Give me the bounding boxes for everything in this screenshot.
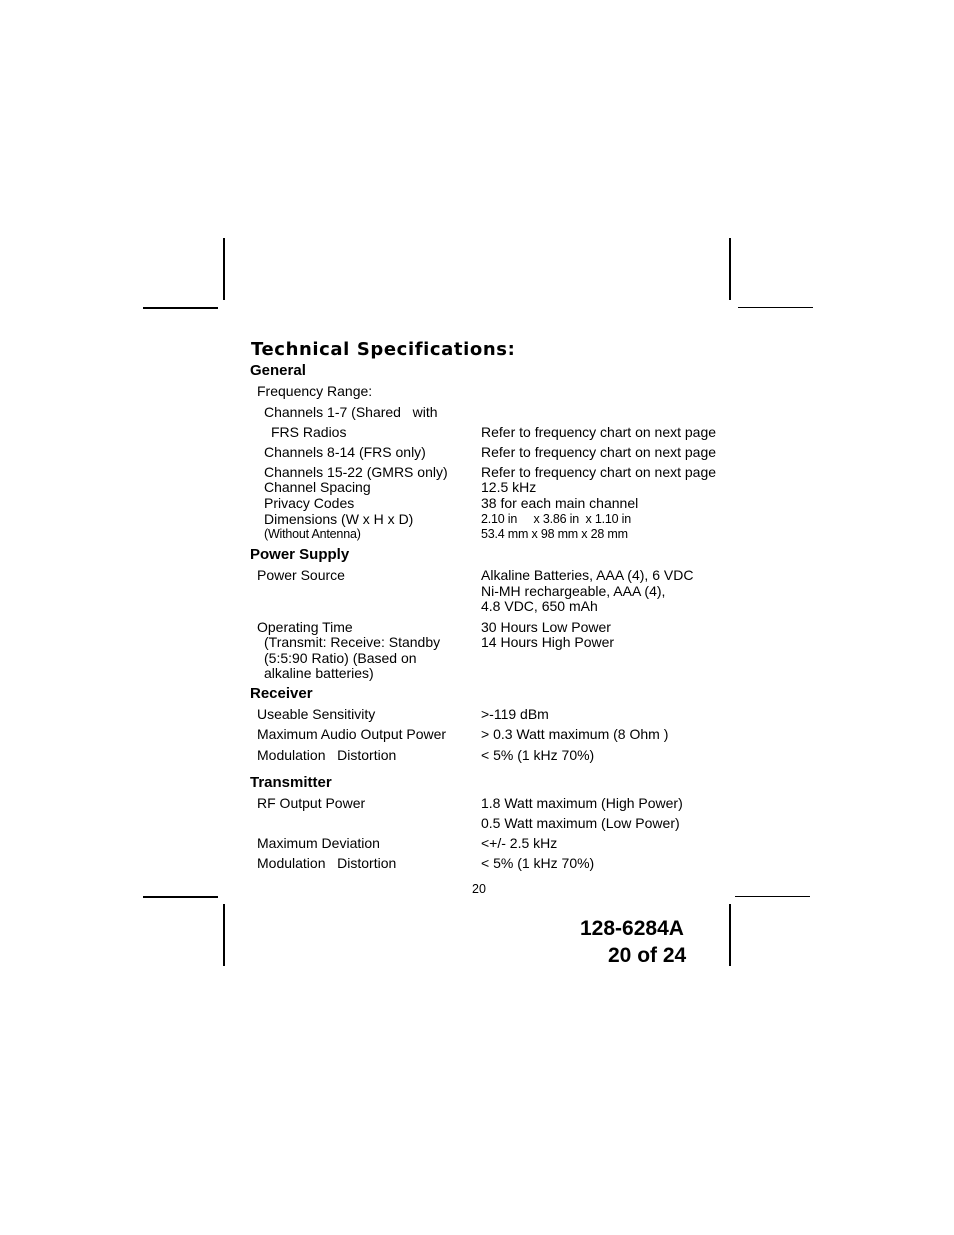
section-heading-power-supply: Power Supply [250,546,350,563]
ch8-14-label: Channels 8-14 (FRS only) [264,444,426,460]
ch1-7-label-line2: FRS Radios [271,424,347,440]
transmitter-distortion-value: < 5% (1 kHz 70%) [481,855,595,871]
receiver-distortion-label: Modulation Distortion [257,747,397,763]
frequency-range-label: Frequency Range: [257,383,373,399]
operating-time-note-3: alkaline batteries) [264,665,374,681]
deviation-value: <+/- 2.5 kHz [481,835,558,851]
doc-number: 128-6284A [580,917,684,940]
operating-time-value-1: 30 Hours Low Power [481,619,611,635]
audio-power-value: > 0.3 Watt maximum (8 Ohm ) [481,726,669,742]
audio-power-label: Maximum Audio Output Power [257,726,447,742]
page-title: Technical Specifications: [251,339,516,360]
privacy-codes-label: Privacy Codes [264,495,355,511]
crop-mark-top-right-horizontal [738,307,813,308]
sensitivity-label: Useable Sensitivity [257,706,376,722]
crop-mark-top-left-vertical [223,238,225,300]
crop-mark-bottom-left-vertical [223,904,225,966]
rf-power-value-high: 1.8 Watt maximum (High Power) [481,795,683,811]
dimensions-value-mm: 53.4 mm x 98 mm x 28 mm [481,527,628,541]
power-source-label: Power Source [257,567,345,583]
dimensions-label: Dimensions (W x H x D) [264,511,414,527]
transmitter-distortion-label: Modulation Distortion [257,855,397,871]
crop-mark-top-right-vertical [729,238,731,300]
power-source-value-2: Ni-MH rechargeable, AAA (4), [481,583,666,599]
dimensions-note: (Without Antenna) [264,527,361,541]
crop-mark-top-left-horizontal [143,307,218,309]
crop-mark-bottom-left-horizontal [143,896,218,898]
power-source-value-3: 4.8 VDC, 650 mAh [481,598,598,614]
sensitivity-value: >-119 dBm [481,706,549,722]
page-of: 20 of 24 [608,944,687,967]
ch8-14-value: Refer to frequency chart on next page [481,444,717,460]
deviation-label: Maximum Deviation [257,835,380,851]
ch15-22-value: Refer to frequency chart on next page [481,464,717,480]
dimensions-value-in: 2.10 in x 3.86 in x 1.10 in [481,512,631,526]
crop-mark-bottom-right-horizontal [735,896,810,897]
receiver-distortion-value: < 5% (1 kHz 70%) [481,747,595,763]
page-number: 20 [472,882,486,896]
crop-mark-bottom-right-vertical [729,904,731,966]
operating-time-value-2: 14 Hours High Power [481,634,615,650]
section-heading-receiver: Receiver [250,685,313,702]
section-heading-general: General [250,362,306,379]
ch1-7-label-line1: Channels 1-7 (Shared with [264,404,438,420]
section-heading-transmitter: Transmitter [250,774,332,791]
rf-power-label: RF Output Power [257,795,366,811]
power-source-value-1: Alkaline Batteries, AAA (4), 6 VDC [481,567,694,583]
ch1-7-value: Refer to frequency chart on next page [481,424,717,440]
operating-time-note-2: (5:5:90 Ratio) (Based on [264,650,417,666]
rf-power-value-low: 0.5 Watt maximum (Low Power) [481,815,680,831]
operating-time-label: Operating Time [257,619,353,635]
operating-time-note-1: (Transmit: Receive: Standby [264,634,441,650]
channel-spacing-value: 12.5 kHz [481,479,537,495]
privacy-codes-value: 38 for each main channel [481,495,639,511]
ch15-22-label: Channels 15-22 (GMRS only) [264,464,448,480]
channel-spacing-label: Channel Spacing [264,479,371,495]
